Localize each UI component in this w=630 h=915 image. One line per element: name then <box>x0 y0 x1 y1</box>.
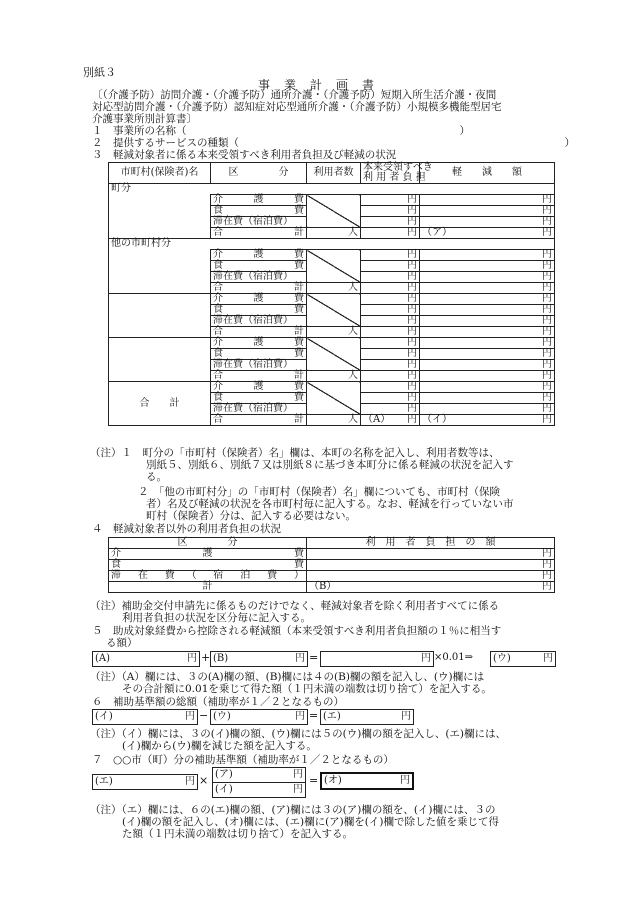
field-A2: (ア) 円 <box>212 767 306 782</box>
note7-line-1: （注）（エ）欄には、６の(エ)欄の額、(ア)欄には３の(ア)欄の額を、(イ)欄には、３の <box>90 804 496 816</box>
item-7-heading: ７ ○○市（町）分の補助基準額（補助率が１／２となるもの） <box>92 754 394 766</box>
note1-line-5: 者）名及び軽減の状況を各市町村毎に記入する。なお、軽減を行っていない市 <box>146 498 514 510</box>
section-other: 他の市町村分 <box>109 239 555 250</box>
note7-line-2: (イ)欄の額を記入し、(オ)欄には、(エ)欄に(ア)欄を(イ)欄で除した値を乗じて得 <box>122 816 499 828</box>
item-5-heading-b: る額） <box>106 637 138 649</box>
field-U: (ウ) 円 <box>490 651 556 667</box>
note7-line-3: た額（１円未満の端数は切り捨て）を記入する。 <box>122 828 353 840</box>
header-burden: 本来受領すべき 利 用 者 負 担 <box>361 163 420 184</box>
subtitle-line-1: 〔（介護予防）訪問介護・（介護予防）通所介護・（介護予防）短期入所生活介護・夜間 <box>92 89 497 101</box>
users-diagonal <box>307 195 361 228</box>
field-sum: 円 <box>320 651 434 667</box>
item-2-service-type: ２ 提供するサービスの種類（ ） <box>92 137 575 149</box>
field-I: (イ) 円 <box>92 709 198 725</box>
reduction-table: 市町村(保険者)名 区 分 利用者数 本来受領すべき 利 用 者 負 担 軽 減 額 町分 介 護 費 円 円 食 費 円 円 滞在費（宿泊費） 円 円 合 計 人 円 （ア） 円 他の市町村分 介 護 費 円 円 食 費 円 円 滞在費（宿泊費） 円 円 合 計 人 円 円 介 護 費 円 円 食 費 円 円 滞在費（宿泊費） 円 円 合 計 人 円 円 介 護 費 円 円 食 費 円 円 滞在費（宿泊費） 円 円 合 計 人 円 円 合 計 介 護 費 円 円 食 費 円 円 滞在費（宿泊費） 円 円 合 計 人 （A） 円 （イ） 円 <box>108 162 555 426</box>
field-A: (A) 円 <box>92 651 200 667</box>
page-title: 事 業 計 画 書 <box>258 78 376 92</box>
reduction-a: （ア） 円 <box>420 228 555 239</box>
total-burden-A: （A） 円 <box>361 415 420 426</box>
header-reduction: 軽 減 額 <box>420 163 555 184</box>
field-O: (オ) 円 <box>320 772 414 790</box>
section-town: 町分 <box>109 184 555 195</box>
note2-line-2: 利用者負担の状況を区分毎に記入する。 <box>122 612 311 624</box>
field-U2: (ウ) 円 <box>210 709 308 725</box>
note6-line-2: (イ)欄から(ウ)欄を減じた額を記入する。 <box>122 740 317 752</box>
note1-line-1: （注）１ 町分の「市町村（保険者）名」欄は、本町の名称を記入し、利用者数等は、 <box>90 447 500 459</box>
row-care: 介 護 費 <box>211 195 307 206</box>
header-users: 利用者数 <box>307 163 361 184</box>
total-label: 合 計 <box>109 382 211 426</box>
header-category: 区 分 <box>211 163 307 184</box>
item-4-heading: ４ 軽減対象者以外の利用者負担の状況 <box>92 523 281 535</box>
item-3-heading: ３ 軽減対象者に係る本来受領すべき利用者負担及び軽減の状況 <box>92 149 397 161</box>
field-E2: (エ) 円 <box>92 774 198 790</box>
header-municipality: 市町村(保険者)名 <box>109 163 211 184</box>
note1-line-3: る。 <box>146 471 167 483</box>
note5-line-1: （注）（A）欄には、３の(A)欄の額、(B)欄には４の(B)欄の額を記入し、(ウ)欄には <box>90 671 485 683</box>
subtitle-line-2: 対応型訪問介護・（介護予防）認知症対応型通所介護・（介護予防）小規模多機能型居宅 <box>92 101 502 113</box>
note1-line-2: 別紙５、別紙６、別紙７又は別紙８に基づき本町分に係る軽減の状況を記入す <box>146 459 514 471</box>
subtitle-line-3: 介護事業所別計算書〕 <box>92 113 197 125</box>
note1-line-6: 町村（保険者）分は、記入する必要はない。 <box>146 510 356 522</box>
field-I2: (イ) 円 <box>212 783 306 798</box>
note1-line-4: ２ 「他の市町村分」の「市町村（保険者）名」欄についても、市町村（保険 <box>138 486 501 498</box>
note5-line-2: その合計額に0.01を乗じて得た額（１円未満の端数は切り捨て）を記入する。 <box>122 683 492 695</box>
item-1-office-name: １ 事業所の名称（ ） <box>92 125 470 137</box>
item-6-heading: ６ 補助基準額の総額（補助率が１／２となるもの） <box>92 696 344 708</box>
attachment-label: 別紙３ <box>83 66 116 79</box>
town-name-cell <box>109 195 211 239</box>
field-B: (B) 円 <box>210 651 308 667</box>
note6-line-1: （注）（イ）欄には、３の(イ)欄の額、(ウ)欄には５の(ウ)欄の額を記入し、(エ)欄には、 <box>90 728 507 740</box>
non-target-burden-table: 区 分 利 用 者 負 担 の 額 介 護 費 円 食 費 円 滞 在 費 （ 宿 泊 費 ） 円 計 （B） 円 <box>108 537 555 593</box>
item-5-heading-a: ５ 助成対象経費から控除される軽減額（本来受領すべき利用者負担額の１％に相当す <box>92 625 502 637</box>
total-reduction-i: （イ） 円 <box>420 415 555 426</box>
field-E: (エ) 円 <box>320 709 414 725</box>
note2-line-1: （注）補助金交付申請先に係るものだけでなく、軽減対象者を除く利用者すべてに係る <box>90 600 500 612</box>
total-B: （B） 円 <box>307 582 555 593</box>
